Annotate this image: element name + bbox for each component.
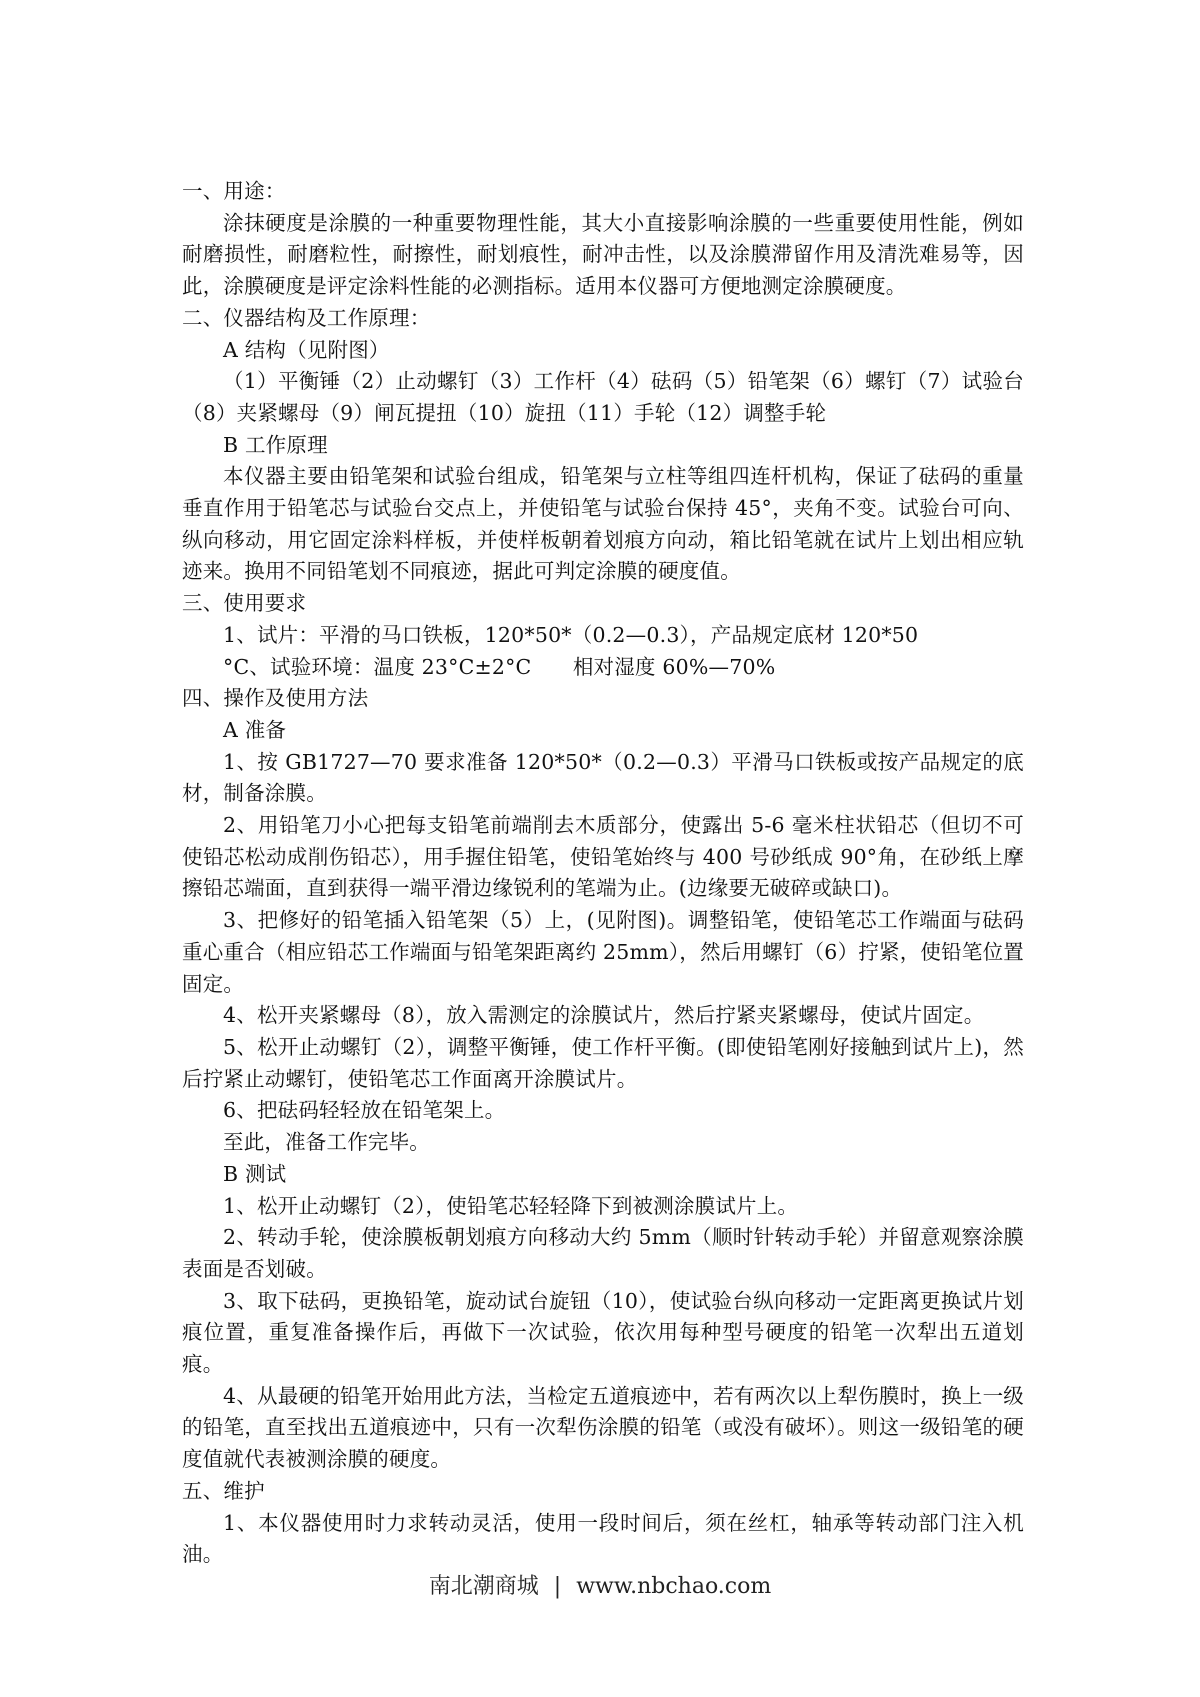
section-heading-maintenance: 五、维护 [182,1478,265,1503]
requirement-item-1-continued: °C、试验环境：温度 23°C±2°C 相对湿度 60%—70% [223,654,776,679]
test-step: 4、从最硬的铅笔开始用此方法，当检定五道痕迹中，若有两次以上犁伤膜时，换上一级的铅笔，直至找出五道痕迹中，只有一次犁伤涂膜的铅笔（或没有破坏）。则这一级铅笔的硬度值就代表被测涂膜的硬度。 [182,1383,1024,1472]
footer-brand: 南北潮商城 [428,1574,539,1599]
test-step: 3、取下砝码，更换铅笔，旋动试台旋钮（10），使试验台纵向移动一定距离更换试片划痕位置，重复准备操作后，再做下一次试验，依次用每种型号硬度的铅笔一次犁出五道划痕。 [182,1288,1024,1377]
maintenance-paragraph: 1、本仪器使用时力求转动灵活，使用一段时间后，须在丝杠，轴承等转动部门注入机油。 [182,1510,1024,1567]
footer-separator: | [553,1574,562,1599]
section-heading-structure: 二、仪器结构及工作原理： [182,305,431,330]
prep-step: 6、把砝码轻轻放在铅笔架上。 [223,1098,506,1123]
section-heading-requirements: 三、使用要求 [182,591,307,616]
prep-step: 4、松开夹紧螺母（8），放入需测定的涂膜试片，然后拧紧夹紧螺母，使试片固定。 [223,1003,985,1028]
section-heading-operation: 四、操作及使用方法 [182,686,369,711]
subheading-principle: B 工作原理 [223,432,328,457]
subheading-testing: B 测试 [223,1161,287,1186]
usage-paragraph: 涂抹硬度是涂膜的一种重要物理性能，其大小直接影响涂膜的一些重要使用性能，例如耐磨损性，耐磨粒性，耐擦性，耐划痕性，耐冲击性，以及涂膜滞留作用及清洗难易等，因此，涂膜硬度是评定涂料性能的必测指标。适用本仪器可方便地测定涂膜硬度。 [182,210,1024,299]
prep-step: 5、松开止动螺钉（2），调整平衡锤，使工作杆平衡。(即使铅笔刚好接触到试片上)，然后拧紧止动螺钉，使铅笔芯工作面离开涂膜试片。 [182,1034,1024,1091]
page-footer [0,1572,1200,1602]
subheading-preparation: A 准备 [223,717,287,742]
prep-step: 3、把修好的铅笔插入铅笔架（5）上，(见附图)。调整铅笔，使铅笔芯工作端面与砝码重心重合（相应铅芯工作端面与铅笔架距离约 25mm），然后用螺钉（6）拧紧，使铅笔位置固定。 [182,908,1024,996]
section-heading-usage: 一、用途： [182,179,286,203]
footer-url-link[interactable]: www.nbchao.com [576,1574,772,1599]
prep-complete-note: 至此，准备工作完毕。 [223,1130,430,1155]
document-body [182,176,1024,1571]
requirement-item-1: 1、试片：平滑的马口铁板，120*50*（0.2—0.3），产品规定底材 120*50 [223,622,919,647]
prep-step: 1、按 GB1727—70 要求准备 120*50*（0.2—0.3）平滑马口铁板或按产品规定的底材，制备涂膜。 [182,749,1024,806]
prep-step: 2、用铅笔刀小心把每支铅笔前端削去木质部分，使露出 5-6 毫米柱状铅芯（但切不可使铅芯松动成削伤铅芯），用手握住铅笔，使铅笔始终与 400 号砂纸成 90°角，在砂纸上摩擦铅芯端面，直到获得一端平滑边缘锐利的笔端为止。(边缘要无破碎或缺口)。 [182,813,1024,901]
subheading-structure: A 结构（见附图） [223,337,390,362]
test-step: 1、松开止动螺钉（2），使铅笔芯轻轻降下到被测涂膜试片上。 [223,1193,799,1218]
test-step: 2、转动手轮，使涂膜板朝划痕方向移动大约 5mm（顺时针转动手轮）并留意观察涂膜表面是否划破。 [182,1225,1024,1281]
parts-list-paragraph: （1）平衡锤（2）止动螺钉（3）工作杆（4）砝码（5）铅笔架（6）螺钉（7）试验台（8）夹紧螺母（9）闸瓦提扭（10）旋扭（11）手轮（12）调整手轮 [182,369,1024,425]
principle-paragraph: 本仪器主要由铅笔架和试验台组成，铅笔架与立柱等组四连杆机构，保证了砝码的重量垂直作用于铅笔芯与试验台交点上，并使铅笔与试验台保持 45°，夹角不变。试验台可向、纵向移动，用它固定涂料样板，并使样板朝着划痕方向动，箱比铅笔就在试片上划出相应轨迹来。换用不同铅笔划不同痕迹，据此可判定涂膜的硬度值。 [182,464,1024,584]
